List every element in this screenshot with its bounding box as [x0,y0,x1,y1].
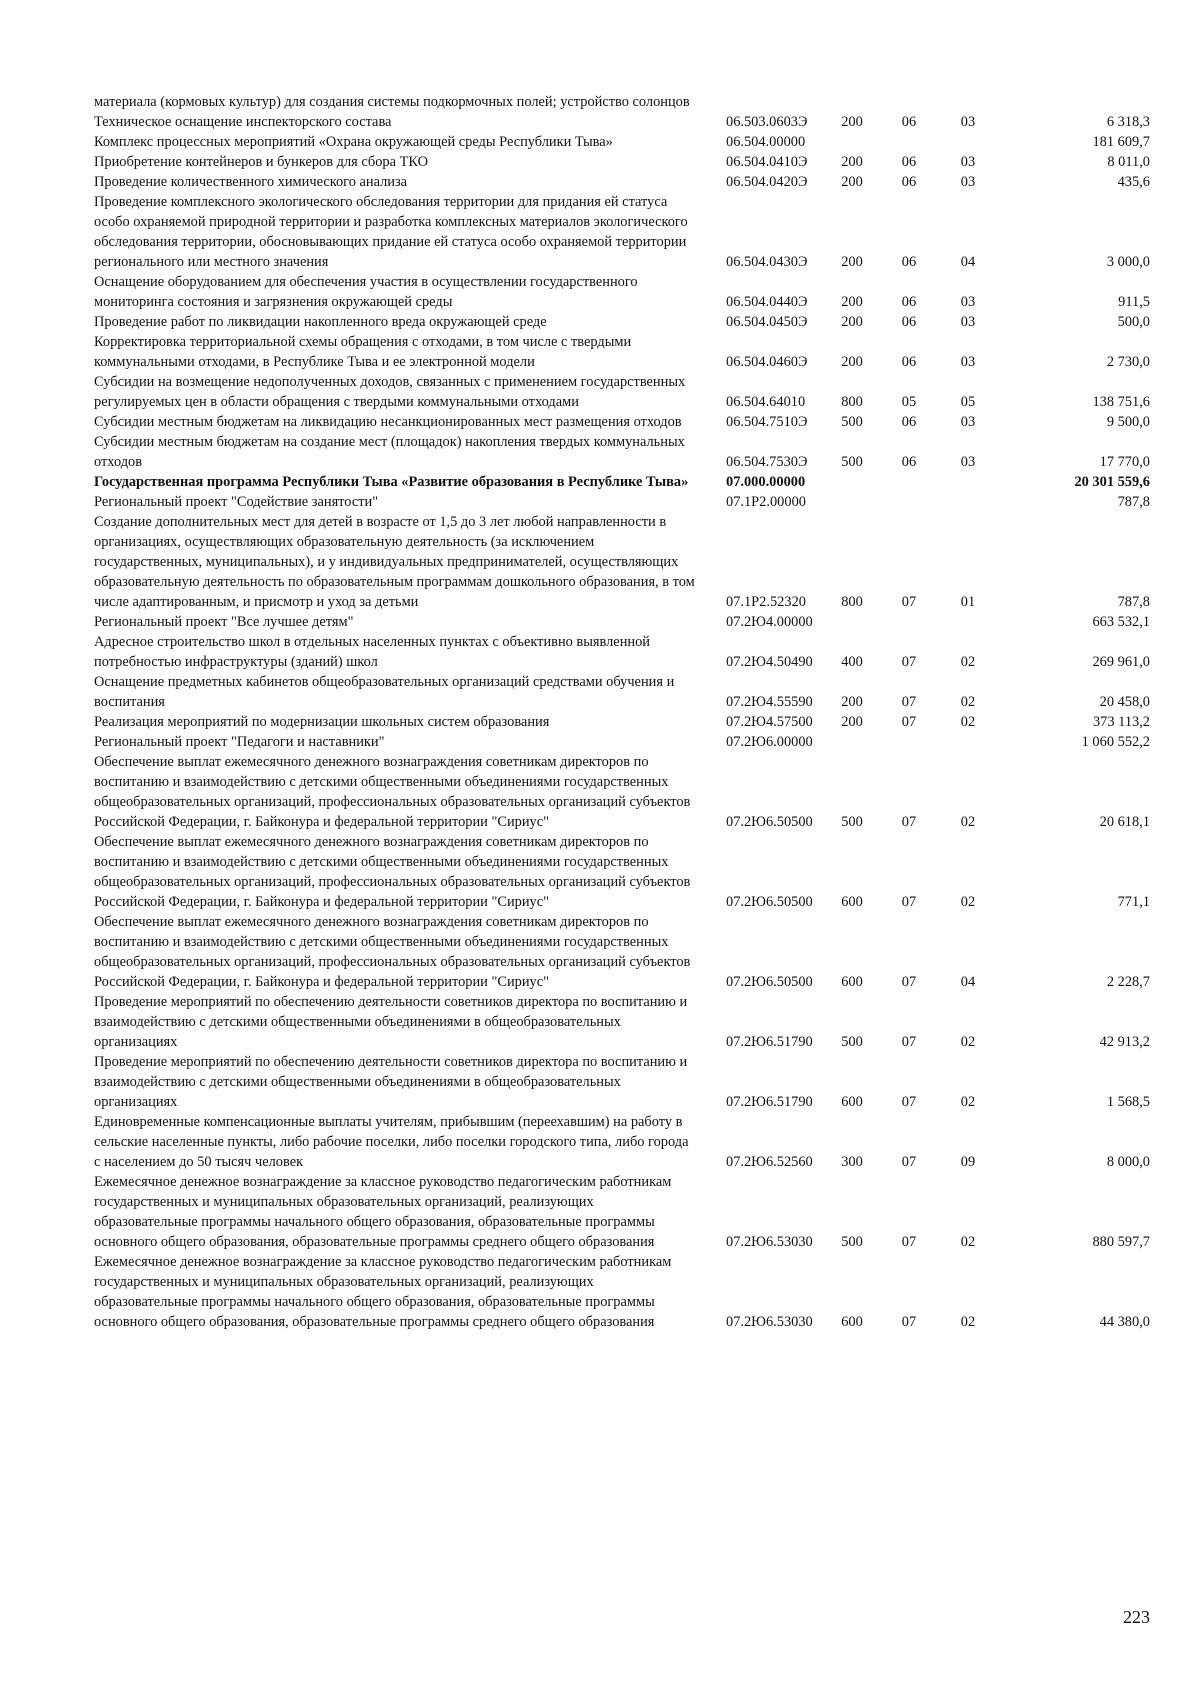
row-csr-code: 06.504.00000 [726,134,806,150]
row-name: Ежемесячное денежное вознаграждение за классное руководство педагогическим работникам государственных и муниципальных образовательных организаций, реализующих образовательные программы начального общего образования, образовательные программы основного общего образования, образовательные программы среднего общего образования [94,1174,672,1250]
row-csr-code: 06.504.0410Э [726,154,808,170]
row-rz-code: 07 [901,714,917,730]
row-amount: 20 301 559,6 [1074,474,1150,490]
table-row [94,192,1154,272]
row-name: Техническое оснащение инспекторского состава [94,114,392,130]
row-amount: 787,8 [1117,594,1150,610]
row-name: Адресное строительство школ в отдельных населенных пунктах с объективно выявленной потребностью инфраструктуры (зданий) школ [94,634,650,670]
row-amount: 138 751,6 [1092,394,1150,410]
row-pr-code: 02 [960,1314,976,1330]
table-row [94,992,1154,1052]
row-name: Обеспечение выплат ежемесячного денежного вознаграждения советникам директоров по воспитанию и взаимодействию с детскими общественными объединениями государственных общеобразовательных организаций, профессиональных образовательных организаций субъектов Российской Федерации, г. Байконура и федеральной территории "Сириус" [94,754,691,830]
row-name: Создание дополнительных мест для детей в возрасте от 1,5 до 3 лет любой направленности в организациях, осуществляющих образовательную деятельность (за исключением государственных, муниципальных), и у индивидуальных предпринимателей, осуществляющих образовательную деятельность по образовательным программам дошкольного образования, в том числе адаптированным, и присмотр и уход за детьми [94,514,695,610]
table-row [94,832,1154,912]
row-amount: 269 961,0 [1092,654,1150,670]
table-row [94,1252,1154,1332]
row-rz-code: 06 [901,154,917,170]
row-csr-code: 06.504.64010 [726,394,806,410]
row-vr-code: 200 [841,174,863,190]
row-pr-code: 03 [960,354,976,370]
row-amount: 9 500,0 [1106,414,1150,430]
row-csr-code: 06.504.0440Э [726,294,808,310]
row-csr-code: 07.2Ю4.57500 [726,714,813,730]
row-vr-code: 600 [841,974,863,990]
row-vr-code: 800 [841,594,863,610]
row-pr-code [938,132,998,152]
budget-table [94,92,1154,1332]
table-row [94,752,1154,832]
row-name: материала (кормовых культур) для создания системы подкормочных полей; устройство солонцов [94,94,690,110]
row-amount: 2 730,0 [1106,354,1150,370]
row-csr-code: 06.504.0460Э [726,354,808,370]
row-rz-code: 07 [901,1094,917,1110]
row-vr-code: 300 [841,1154,863,1170]
row-amount: 8 011,0 [1107,154,1150,170]
row-pr-code: 03 [960,414,976,430]
row-csr-code: 07.2Ю6.51790 [726,1034,813,1050]
row-pr-code: 02 [960,1234,976,1250]
table-row [94,112,1154,132]
row-vr-code: 500 [841,814,863,830]
row-pr-code: 02 [960,814,976,830]
row-rz-code [880,492,938,512]
row-name: Комплекс процессных мероприятий «Охрана окружающей среды Республики Тыва» [94,134,613,150]
row-csr-code: 07.2Ю6.50500 [726,814,813,830]
row-csr-code: 07.2Ю6.50500 [726,974,813,990]
row-amount: 20 458,0 [1099,694,1150,710]
row-name: Проведение мероприятий по обеспечению деятельности советников директора по воспитанию и взаимодействию с детскими общественными объединениями в общеобразовательных организациях [94,1054,688,1110]
row-vr-code [824,612,880,632]
row-pr-code: 03 [960,174,976,190]
table-row [94,672,1154,712]
row-amount: 880 597,7 [1092,1234,1150,1250]
row-pr-code: 02 [960,714,976,730]
row-pr-code: 02 [960,1034,976,1050]
row-name: Обеспечение выплат ежемесячного денежного вознаграждения советникам директоров по воспитанию и взаимодействию с детскими общественными объединениями государственных общеобразовательных организаций, профессиональных образовательных организаций субъектов Российской Федерации, г. Байконура и федеральной территории "Сириус" [94,834,691,910]
row-amount: 181 609,7 [1092,134,1150,150]
row-csr-code: 07.2Ю6.00000 [726,734,813,750]
row-pr-code [938,732,998,752]
row-vr-code: 600 [841,894,863,910]
row-pr-code: 02 [960,1094,976,1110]
row-vr-code: 500 [841,1234,863,1250]
row-csr-code: 07.000.00000 [726,474,806,490]
row-pr-code: 02 [960,894,976,910]
row-amount: 42 913,2 [1099,1034,1150,1050]
row-pr-code: 02 [960,694,976,710]
row-rz-code: 06 [901,354,917,370]
row-name: Единовременные компенсационные выплаты учителям, прибывшим (переехавшим) на работу в сельские населенные пункты, либо рабочие поселки, либо поселки городского типа, либо города с населением до 50 тысяч человек [94,1114,689,1170]
row-csr-code: 07.2Ю6.50500 [726,894,813,910]
row-vr-code: 500 [841,454,863,470]
row-pr-code: 03 [960,154,976,170]
row-pr-code: 03 [960,314,976,330]
row-amount: 2 228,7 [1106,974,1150,990]
table-row [94,612,1154,632]
table-row [94,432,1154,472]
row-vr-code [824,92,880,112]
row-csr-code: 07.2Ю6.52560 [726,1154,813,1170]
row-vr-code: 200 [841,714,863,730]
row-pr-code [938,472,998,492]
row-vr-code: 600 [841,1094,863,1110]
row-vr-code [824,732,880,752]
row-pr-code: 03 [960,454,976,470]
table-row [94,152,1154,172]
row-vr-code: 200 [841,314,863,330]
row-name: Субсидии местным бюджетам на ликвидацию несанкционированных мест размещения отходов [94,414,682,430]
row-name: Региональный проект "Содействие занятости" [94,494,379,510]
row-vr-code [824,492,880,512]
table-row [94,1052,1154,1112]
row-amount: 44 380,0 [1099,1314,1150,1330]
row-csr-code: 07.1Р2.52320 [726,594,806,610]
row-amount: 17 770,0 [1099,454,1150,470]
row-name: Региональный проект "Педагоги и наставники" [94,734,385,750]
table-row [94,732,1154,752]
row-pr-code [938,492,998,512]
row-amount [998,92,1154,112]
row-rz-code: 07 [901,1154,917,1170]
row-rz-code: 06 [901,254,917,270]
table-row [94,272,1154,312]
row-name: Проведение работ по ликвидации накопленного вреда окружающей среде [94,314,547,330]
table-row [94,172,1154,192]
table-row [94,712,1154,732]
row-vr-code: 200 [841,354,863,370]
row-csr-code: 06.504.0430Э [726,254,808,270]
row-name: Обеспечение выплат ежемесячного денежного вознаграждения советникам директоров по воспитанию и взаимодействию с детскими общественными объединениями государственных общеобразовательных организаций, профессиональных образовательных организаций субъектов Российской Федерации, г. Байконура и федеральной территории "Сириус" [94,914,691,990]
row-name: Субсидии на возмещение недополученных доходов, связанных с применением государственных регулируемых цен в области обращения с твердыми коммунальными отходами [94,374,686,410]
row-vr-code: 600 [841,1314,863,1330]
row-vr-code: 400 [841,654,863,670]
row-vr-code [824,472,880,492]
row-rz-code: 06 [901,454,917,470]
row-name: Региональный проект "Все лучшее детям" [94,614,354,630]
row-pr-code: 03 [960,114,976,130]
table-row [94,332,1154,372]
row-rz-code: 05 [901,394,917,410]
table-row [94,512,1154,612]
row-pr-code: 05 [960,394,976,410]
row-pr-code: 04 [960,974,976,990]
table-row [94,492,1154,512]
table-row [94,412,1154,432]
row-name: Проведение количественного химического анализа [94,174,408,190]
row-rz-code: 07 [901,1314,917,1330]
row-vr-code: 500 [841,414,863,430]
row-amount: 3 000,0 [1106,254,1150,270]
row-vr-code: 200 [841,694,863,710]
row-amount: 771,1 [1117,894,1150,910]
row-amount: 435,6 [1117,174,1150,190]
table-row [94,1172,1154,1252]
row-vr-code [824,132,880,152]
row-csr-code: 06.504.7530Э [726,454,808,470]
row-csr-code: 07.2Ю4.50490 [726,654,813,670]
row-rz-code: 07 [901,594,917,610]
row-rz-code [880,612,938,632]
row-rz-code: 07 [901,1234,917,1250]
row-rz-code: 07 [901,894,917,910]
table-row [94,372,1154,412]
row-amount: 1 060 552,2 [1081,734,1150,750]
row-rz-code [880,472,938,492]
row-name: Проведение мероприятий по обеспечению деятельности советников директора по воспитанию и взаимодействию с детскими общественными объединениями в общеобразовательных организациях [94,994,688,1050]
table-row [94,92,1154,112]
budget-table-body [94,92,1154,1332]
row-name: Ежемесячное денежное вознаграждение за классное руководство педагогическим работникам государственных и муниципальных образовательных организаций, реализующих образовательные программы начального общего образования, образовательные программы основного общего образования, образовательные программы среднего общего образования [94,1254,672,1330]
row-vr-code: 500 [841,1034,863,1050]
row-amount: 1 568,5 [1106,1094,1150,1110]
row-csr-code: 07.2Ю4.00000 [726,614,813,630]
row-pr-code: 09 [960,1154,976,1170]
row-csr-code: 07.2Ю4.55590 [726,694,813,710]
row-amount: 663 532,1 [1092,614,1150,630]
row-rz-code: 06 [901,114,917,130]
row-csr-code: 07.2Ю6.51790 [726,1094,813,1110]
table-row [94,632,1154,672]
row-amount: 20 618,1 [1099,814,1150,830]
row-csr-code: 06.504.0420Э [726,174,808,190]
row-pr-code [938,612,998,632]
table-row [94,472,1154,492]
row-pr-code [938,92,998,112]
row-rz-code: 06 [901,294,917,310]
table-row [94,912,1154,992]
row-vr-code: 800 [841,394,863,410]
row-rz-code: 06 [901,314,917,330]
row-csr-code: 07.1Р2.00000 [726,494,806,510]
row-rz-code [880,732,938,752]
row-vr-code: 200 [841,154,863,170]
row-name: Государственная программа Республики Тыва «Развитие образования в Республике Тыва» [94,474,689,490]
page-number: 223 [1123,1607,1150,1627]
row-pr-code: 02 [960,654,976,670]
row-pr-code: 01 [960,594,976,610]
row-amount: 373 113,2 [1092,714,1150,730]
row-name: Субсидии местным бюджетам на создание мест (площадок) накопления твердых коммунальных отходов [94,434,685,470]
row-vr-code: 200 [841,254,863,270]
row-csr-code: 06.503.0603Э [726,114,808,130]
row-rz-code: 07 [901,814,917,830]
row-rz-code: 07 [901,654,917,670]
row-csr-code: 06.504.0450Э [726,314,808,330]
row-pr-code: 03 [960,294,976,310]
row-vr-code: 200 [841,114,863,130]
row-amount: 787,8 [1117,494,1150,510]
row-csr-code: 06.504.7510Э [726,414,808,430]
row-vr-code: 200 [841,294,863,310]
row-name: Проведение комплексного экологического обследования территории для придания ей статуса особо охраняемой природной территории и разработка комплексных материалов экологического обследования территории, обосновывающих придание ей статуса особо охраняемой территории регионального или местного значения [94,194,688,270]
row-name: Корректировка территориальной схемы обращения с отходами, в том числе с твердыми коммунальными отходами, в Республике Тыва и ее электронной модели [94,334,632,370]
row-name: Приобретение контейнеров и бункеров для сбора ТКО [94,154,429,170]
table-row [94,132,1154,152]
row-rz-code [880,92,938,112]
row-amount: 911,5 [1118,294,1150,310]
row-amount: 6 318,3 [1106,114,1150,130]
row-rz-code: 07 [901,1034,917,1050]
row-name: Оснащение оборудованием для обеспечения участия в осуществлении государственного мониторинга состояния и загрязнения окружающей среды [94,274,638,310]
row-rz-code: 06 [901,174,917,190]
row-name: Оснащение предметных кабинетов общеобразовательных организаций средствами обучения и воспитания [94,674,675,710]
table-row [94,1112,1154,1172]
row-amount: 500,0 [1117,314,1150,330]
table-row [94,312,1154,332]
row-name: Реализация мероприятий по модернизации школьных систем образования [94,714,550,730]
row-amount: 8 000,0 [1106,1154,1150,1170]
row-rz-code [880,132,938,152]
row-pr-code: 04 [960,254,976,270]
row-rz-code: 07 [901,694,917,710]
row-rz-code: 06 [901,414,917,430]
row-csr-code [706,92,824,112]
row-csr-code: 07.2Ю6.53030 [726,1314,813,1330]
row-rz-code: 07 [901,974,917,990]
row-csr-code: 07.2Ю6.53030 [726,1234,813,1250]
